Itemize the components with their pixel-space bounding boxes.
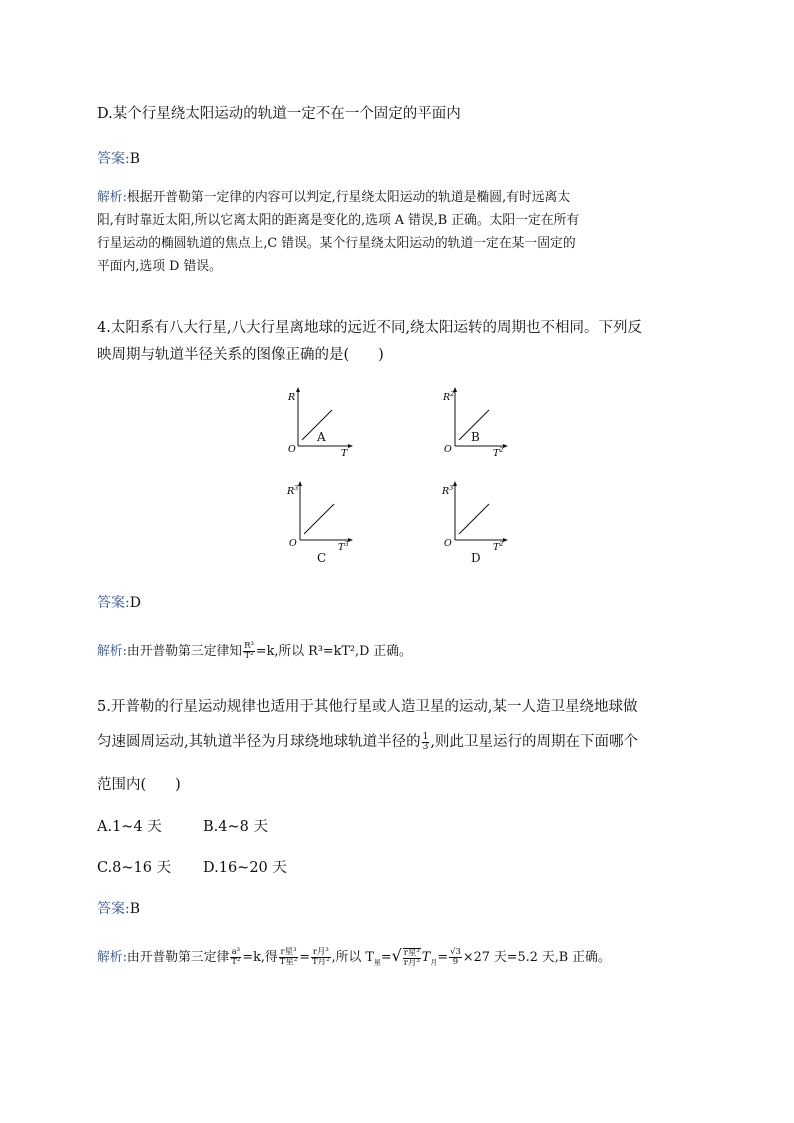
- fraction-one-third: $\frac{1}{3}$: [422, 731, 429, 752]
- graph-c-letter: C: [317, 551, 327, 565]
- graph-a-x-label: T: [341, 448, 348, 459]
- graph-a: [286, 386, 366, 460]
- graph-d-y-label: $R^3$: [442, 484, 454, 497]
- graph-b: [441, 386, 521, 460]
- graph-a-axes: [286, 386, 366, 459]
- q3-answer: [97, 148, 140, 168]
- graph-a-y-label: R: [288, 392, 296, 403]
- q3-explanation-line-1: 解析:根据开普勒第一定律的内容可以判定,行星绕太阳运动的轨道是椭圆,有时远离太: [97, 190, 571, 205]
- fraction-moon-ratio: $\frac{\text{r月³}}{\text{T月²}}$: [312, 947, 330, 967]
- fraction-radius-ratio: $\frac{\text{r星³}}{\text{r月³}}$: [403, 947, 420, 968]
- q5-stem-line-2: 匀速圆周运动,其轨道半径为月球绕地球轨道半径的 $\frac{1}{3}$ ,则此卫星运行的周期在下面哪个: [97, 731, 638, 752]
- graph-d-axes: [441, 480, 521, 553]
- answer-value: D: [129, 595, 141, 611]
- q5-option-a: A.1~4 天: [97, 819, 162, 835]
- graph-b-letter: B: [471, 430, 480, 444]
- graph-b-x-label: $T^2$: [493, 446, 504, 459]
- graph-d-x-label: $T^2$: [493, 540, 504, 553]
- q5-stem-line-1: 5.开普勒的行星运动规律也适用于其他行星或人造卫星的运动,某一人造卫星绕地球做: [97, 699, 638, 715]
- graph-b-axes: [441, 386, 521, 459]
- explanation-label: 解析:: [97, 190, 127, 205]
- graph-d: [441, 480, 521, 565]
- q4-explanation: 解析:由开普勒第三定律知 $\frac{\text{R³}}{\text{T²}}$ =k,所以 R³=kT²,D 正确。: [97, 641, 412, 661]
- fraction-star-ratio: $\frac{\text{r星³}}{\text{T星²}}$: [279, 947, 298, 967]
- sqrt-symbol: √: [391, 946, 402, 965]
- answer-label: 答案:: [97, 151, 130, 167]
- explanation-label: 解析:: [97, 644, 127, 659]
- q3-explanation-line-2: 阳,有时靠近太阳,所以它离太阳的距离是变化的,选项 A 错误,B 正确。太阳一定在所有: [97, 213, 580, 228]
- q3-option-d: D.某个行星绕太阳运动的轨道一定不在一个固定的平面内: [97, 106, 461, 122]
- q5-option-d: D.16~20 天: [203, 860, 287, 876]
- answer-label: 答案:: [97, 595, 130, 611]
- graph-d-origin: O: [444, 538, 452, 549]
- answer-label: 答案:: [97, 901, 130, 917]
- fraction-r3-over-t2: $\frac{\text{R³}}{\text{T²}}$: [244, 641, 254, 661]
- q3-explanation-line-3: 行星运动的椭圆轨道的焦点上,C 错误。某个行星绕太阳运动的轨道一定在某一固定的: [97, 236, 576, 251]
- explanation-label: 解析:: [97, 950, 127, 965]
- q5-stem-line-3: 范围内( ): [97, 777, 181, 793]
- graph-c-x-label: $T^3$: [338, 540, 349, 553]
- fraction-sqrt3-over-9: $\frac{√3}{9}$: [450, 947, 461, 967]
- graph-c-origin: O: [289, 538, 297, 549]
- q5-explanation: 解析:由开普勒第三定律 $\frac{\text{a³}}{\text{T²}}$ =k,得 $\frac{\text{r星³}}{\text{T星²}}$ = $\frac{\text{r月³}}{\text{T月²}}$ ,所以 $T_星=√$ $\frac{\text{r星³}}{\text{r月³}}$ $T_月=$ $\frac{√3}{9}$ ×27 天=5.2 天,B 正确。: [97, 946, 611, 968]
- graph-a-origin: O: [288, 444, 296, 455]
- q4-stem-line-2: 映周期与轨道半径关系的图像正确的是( ): [97, 347, 384, 363]
- answer-value: B: [129, 901, 141, 917]
- q5-option-c: C.8~16 天: [97, 860, 172, 876]
- q4-stem-line-1: 4.太阳系有八大行星,八大行星离地球的远近不同,绕太阳运转的周期也不相同。下列反: [97, 320, 643, 336]
- graph-c: [286, 480, 366, 565]
- fraction-a3-over-t2: $\frac{\text{a³}}{\text{T²}}$: [231, 947, 241, 967]
- q4-answer: [97, 592, 141, 612]
- q5-answer: [97, 898, 140, 918]
- graph-c-y-label: $R^3$: [287, 484, 299, 497]
- graph-d-letter: D: [471, 551, 481, 565]
- answer-value: B: [129, 151, 141, 167]
- q3-explanation-line-4: 平面内,选项 D 错误。: [97, 259, 222, 274]
- graph-b-origin: O: [444, 444, 452, 455]
- graph-b-y-label: $R^2$: [443, 390, 455, 403]
- q5-option-b: B.4~8 天: [203, 819, 268, 835]
- graph-a-letter: A: [317, 430, 326, 444]
- graph-c-axes: [286, 480, 366, 553]
